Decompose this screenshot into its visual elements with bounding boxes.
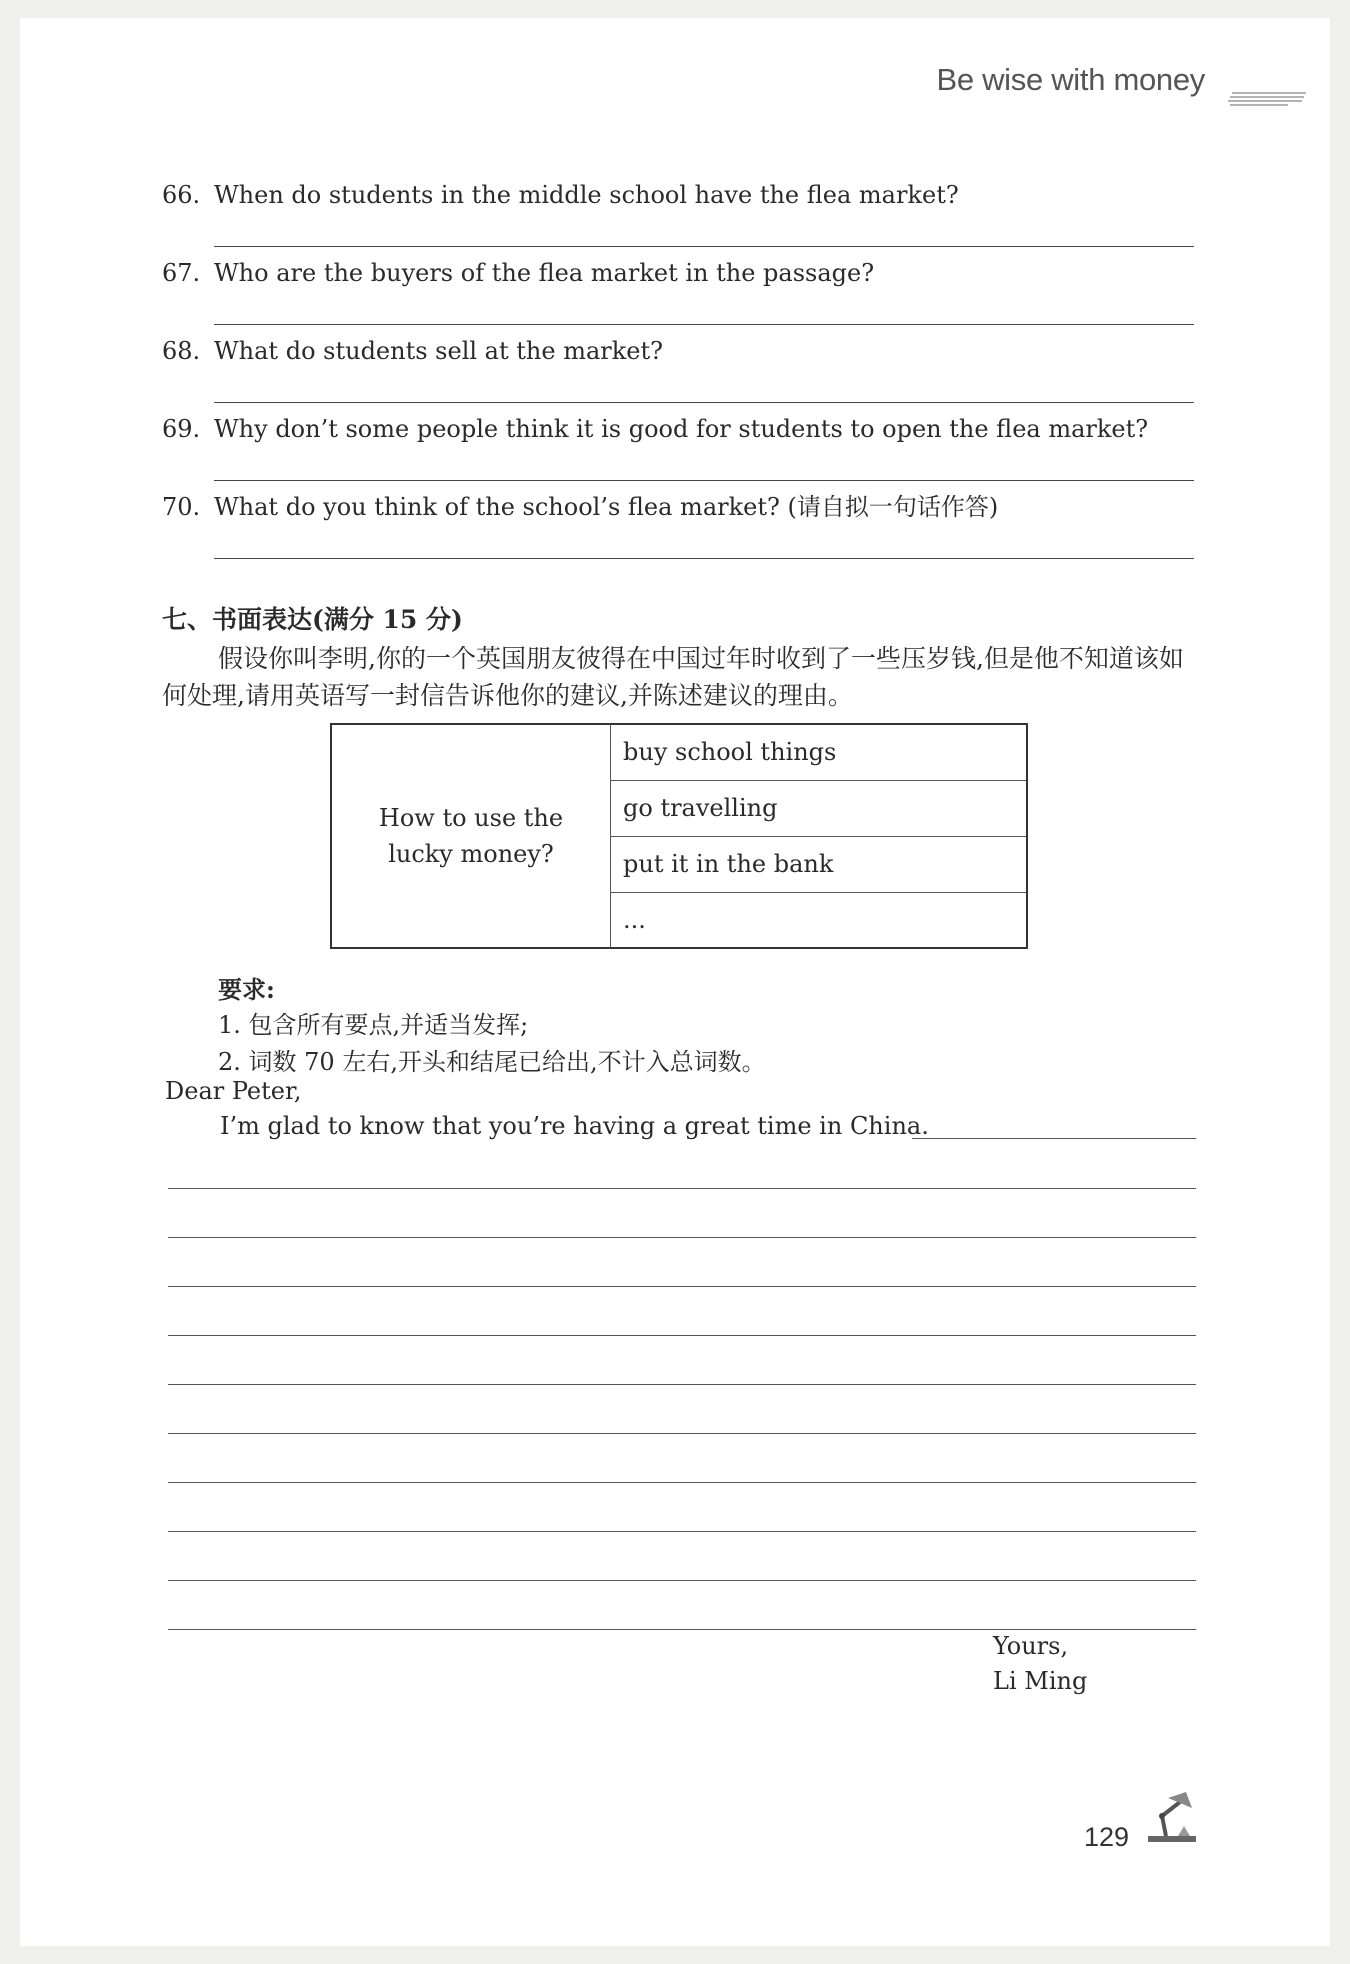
letter-greeting: Dear Peter, — [165, 1077, 302, 1105]
section-prompt — [162, 640, 1202, 714]
page-number: 129 — [1084, 1822, 1130, 1852]
table-item: buy school things — [611, 724, 1028, 780]
question-68 — [162, 336, 663, 366]
writing-line[interactable] — [168, 1433, 1196, 1434]
lucky-money-table — [330, 723, 1028, 949]
question-number: 70. — [162, 493, 201, 521]
writing-line[interactable] — [168, 1335, 1196, 1336]
writing-line[interactable] — [168, 1384, 1196, 1385]
page-header-title: Be wise with money — [936, 62, 1205, 97]
question-text: When do students in the middle school have the flea market? — [214, 181, 959, 209]
question-67 — [162, 258, 874, 288]
writing-line[interactable] — [168, 1188, 1196, 1189]
table-item: ... — [611, 892, 1028, 948]
writing-line[interactable] — [168, 1531, 1196, 1532]
section-title: 七、书面表达(满分 15 分) — [162, 605, 463, 634]
header-decoration-lines — [1228, 90, 1308, 108]
requirement-1: 1. 包含所有要点,并适当发挥; — [218, 1011, 529, 1039]
question-number: 68. — [162, 337, 201, 365]
question-text: What do you think of the school’s flea market? (请自拟一句话作答) — [214, 493, 999, 521]
answer-line-68[interactable] — [214, 402, 1194, 403]
desk-lamp-icon — [1140, 1790, 1202, 1846]
question-text: Who are the buyers of the flea market in the passage? — [214, 259, 875, 287]
letter-closing: Yours, — [993, 1632, 1069, 1660]
requirement-2: 2. 词数 70 左右,开头和结尾已给出,不计入总词数。 — [218, 1048, 766, 1076]
question-69 — [162, 414, 1148, 444]
table-question-cell: How to use the lucky money? — [331, 724, 611, 948]
question-text: Why don’t some people think it is good for students to open the flea market? — [214, 415, 1149, 443]
question-number: 66. — [162, 181, 201, 209]
question-number: 67. — [162, 259, 201, 287]
question-70 — [162, 492, 998, 522]
answer-line-70[interactable] — [214, 558, 1194, 559]
writing-line[interactable] — [168, 1482, 1196, 1483]
requirements-title: 要求: — [218, 975, 275, 1004]
letter-signature: Li Ming — [993, 1667, 1088, 1695]
writing-line[interactable] — [168, 1580, 1196, 1581]
writing-line[interactable] — [168, 1629, 1196, 1630]
question-text: What do students sell at the market? — [214, 337, 663, 365]
answer-line-69[interactable] — [214, 480, 1194, 481]
question-66 — [162, 180, 959, 210]
prompt-text: 假设你叫李明,你的一个英国朋友彼得在中国过年时收到了一些压岁钱,但是他不知道该如何处理,请用英语写一封信告诉他你的建议,并陈述建议的理由。 — [162, 644, 1184, 710]
table-item: go travelling — [611, 780, 1028, 836]
writing-line[interactable] — [168, 1286, 1196, 1287]
question-number: 69. — [162, 415, 201, 443]
worksheet-page — [20, 18, 1330, 1946]
letter-opening: I’m glad to know that you’re having a great time in China. — [220, 1112, 929, 1140]
answer-line-67[interactable] — [214, 324, 1194, 325]
writing-line[interactable] — [168, 1237, 1196, 1238]
table-item: put it in the bank — [611, 836, 1028, 892]
writing-line[interactable] — [912, 1138, 1196, 1139]
answer-line-66[interactable] — [214, 246, 1194, 247]
